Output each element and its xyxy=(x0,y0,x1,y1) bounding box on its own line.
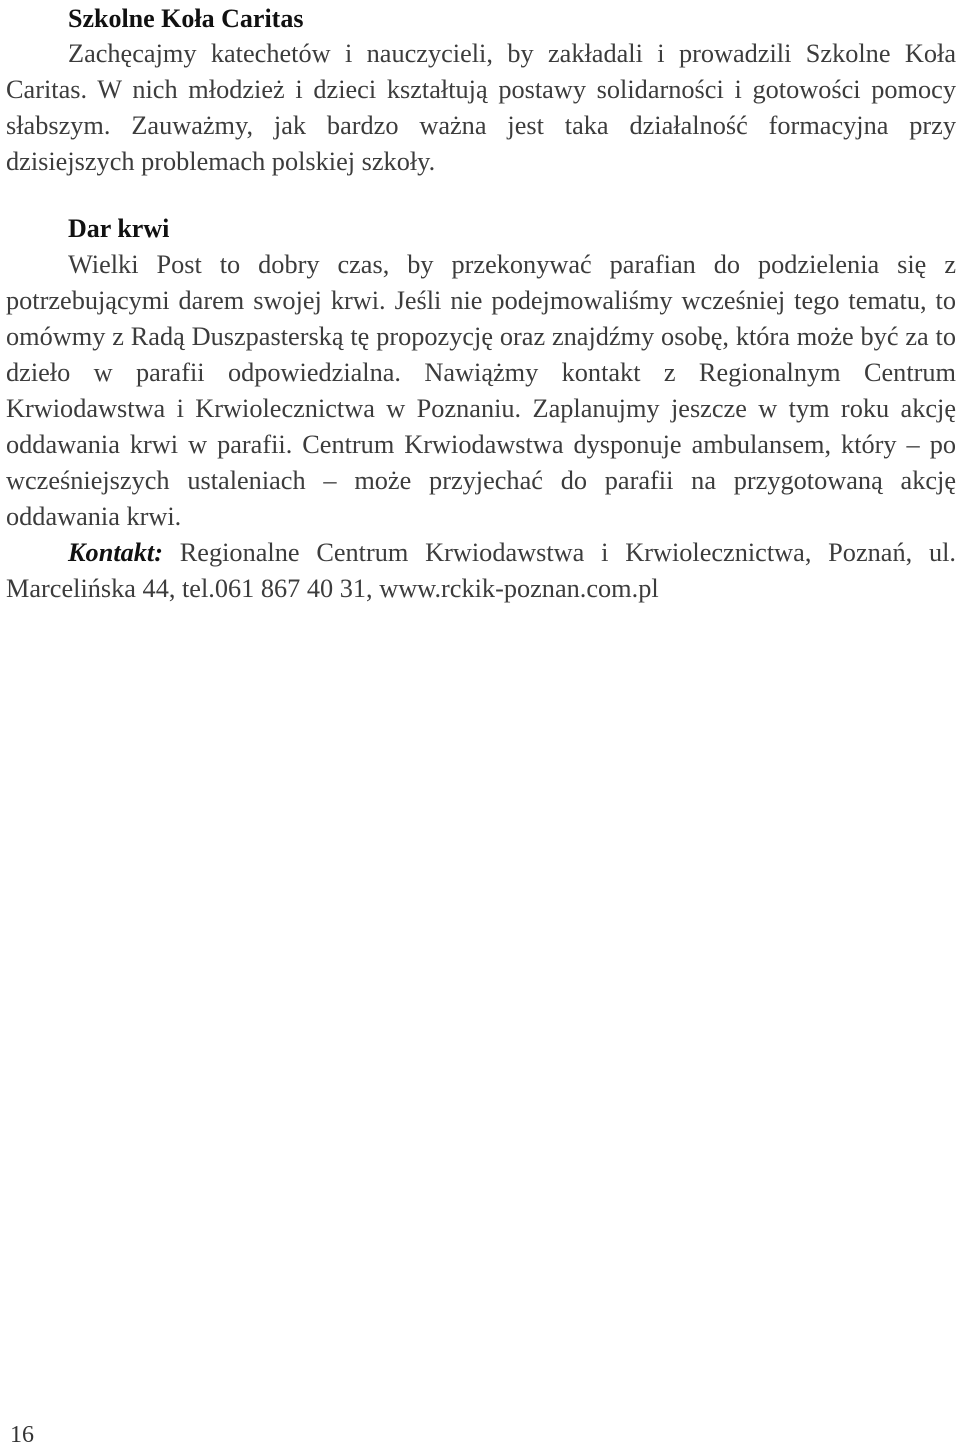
section-szkolne-kola-caritas xyxy=(6,2,956,180)
contact-info xyxy=(6,535,956,607)
section-heading: Szkolne Koła Caritas xyxy=(68,4,304,33)
section-body: Zachęcajmy katechetów i nauczycieli, by zakładali i prowadzili Szkolne Koła Caritas. W nich młodzież i dzieci kształtują postawy solidarności i gotowości pomocy słabszym. Zauważmy, jak bardzo ważna jest taka działalność formacyjna przy dzisiejszych problemach polskiej szkoły. xyxy=(6,39,956,176)
section-body: Wielki Post to dobry czas, by przekonywać parafian do podzielenia się z potrzebującymi darem swojej krwi. Jeśli nie podejmowaliśmy wcześniej tego tematu, to omówmy z Radą Duszpasterską tę propozycję oraz znajdźmy osobę, która może być za to dzieło w parafii odpowiedzialna. Nawiążmy kontakt z Regionalnym Centrum Krwiodawstwa i Krwiolecznictwa w Poznaniu. Zaplanujmy jeszcze w tym roku akcję oddawania krwi w parafii. Centrum Krwiodawstwa dysponuje ambulansem, który – po wcześniejszych ustaleniach – może przyjechać do parafii na przygotowaną akcję oddawania krwi. xyxy=(6,250,956,531)
contact-text: Regionalne Centrum Krwiodawstwa i Krwiolecznictwa, Poznań, ul. Marcelińska 44, tel.061 867 40 31, www.rckik-poznan.com.pl xyxy=(6,538,956,603)
document-page xyxy=(6,0,956,607)
page-number: 16 xyxy=(10,1422,34,1448)
section-heading: Dar krwi xyxy=(68,214,170,243)
contact-label: Kontakt: xyxy=(68,538,163,567)
section-dar-krwi xyxy=(6,211,956,607)
